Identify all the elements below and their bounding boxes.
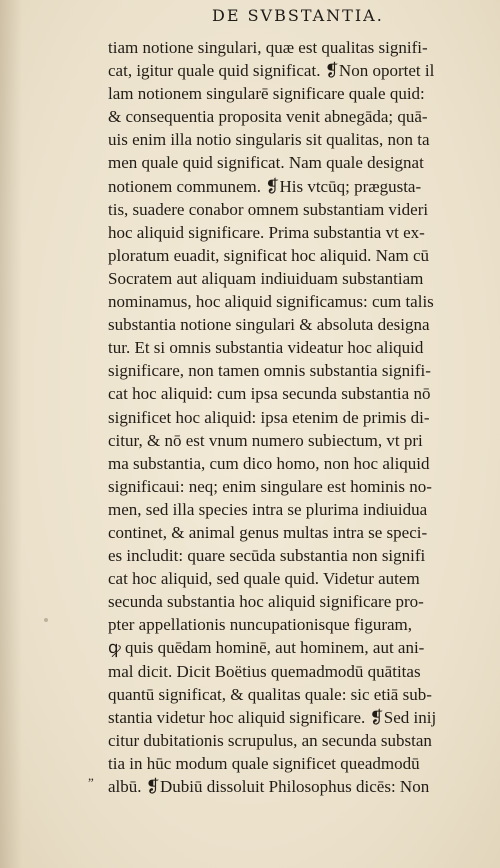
gutter-shadow [0,0,22,868]
text-line: lam notionem singularē significare quale quid: [108,84,425,104]
text-line: uis enim illa notio singularis sit qualitas, non ta [108,130,430,150]
text-line: men, sed illa species intra se plurima indiuidua [108,499,428,519]
text-line: notionem communem. ❡His vtcūq; prægusta- [108,176,422,196]
text-line: significare, non tamen omnis substantia signifi- [108,361,431,381]
text-line: citur, & nō est vnum numero subiectum, vt pri [108,430,423,450]
text-line: significet hoc aliquid: ipsa etenim de primis di- [108,407,430,427]
running-head: DE SVBSTANTIA. [212,6,384,25]
text-line: stantia videtur hoc aliquid significare. ❡Sed inij [108,707,437,727]
text-line: tia in hūc modum quale significet queadmodū [108,753,420,773]
text-line: men quale quid significat. Nam quale designat [108,153,424,173]
text-line: nominamus, hoc aliquid significamus: cum talis [108,292,434,312]
text-line: tis, suadere conabor omnem substantiam videri [108,199,429,219]
text-line: ꝙ quis quēdam hominē, aut hominem, aut ani- [108,638,425,658]
text-line: pter appellationis nuncupationisque figuram, [108,615,413,635]
text-block [108,36,490,798]
margin-note: ” [88,775,94,790]
text-line: significaui: neq; enim singulare est hominis no- [108,476,432,496]
text-line: continet, & animal genus multas intra se speci- [108,522,428,542]
ink-spot [44,618,48,622]
text-line: quantū significat, & qualitas quale: sic etiā sub- [108,684,432,704]
text-line: secunda substantia hoc aliquid significare pro- [108,592,424,612]
text-line: cat hoc aliquid, sed quale quid. Videtur autem [108,569,420,589]
text-line: & consequentia proposita venit abnegāda; quā- [108,107,428,127]
text-line: es includit: quare secūda substantia non signifi [108,546,426,566]
text-line: hoc aliquid significare. Prima substantia vt ex- [108,222,425,242]
text-line: cat, igitur quale quid significat. ❡Non oportet il [108,61,435,81]
text-line: mal dicit. Dicit Boëtius quemadmodū quātitas [108,661,421,681]
text-line: citur dubitationis scrupulus, an secunda substan [108,730,432,750]
text-line: albū. ❡Dubiū dissoluit Philosophus dicēs: Non [108,777,430,796]
text-line: Socratem aut aliquam indiuiduam substantiam [108,268,424,288]
text-line: tur. Et si omnis substantia videatur hoc aliquid [108,338,424,358]
text-line: cat hoc aliquid: cum ipsa secunda substantia nō [108,384,431,404]
text-line: tiam notione singulari, quæ est qualitas signifi- [108,38,428,57]
text-line: ploratum euadit, significat hoc aliquid. Nam cū [108,245,430,265]
text-line: ma substantia, cum dico homo, non hoc aliquid [108,453,430,473]
text-line: substantia notione singulari & absoluta designa [108,315,430,335]
